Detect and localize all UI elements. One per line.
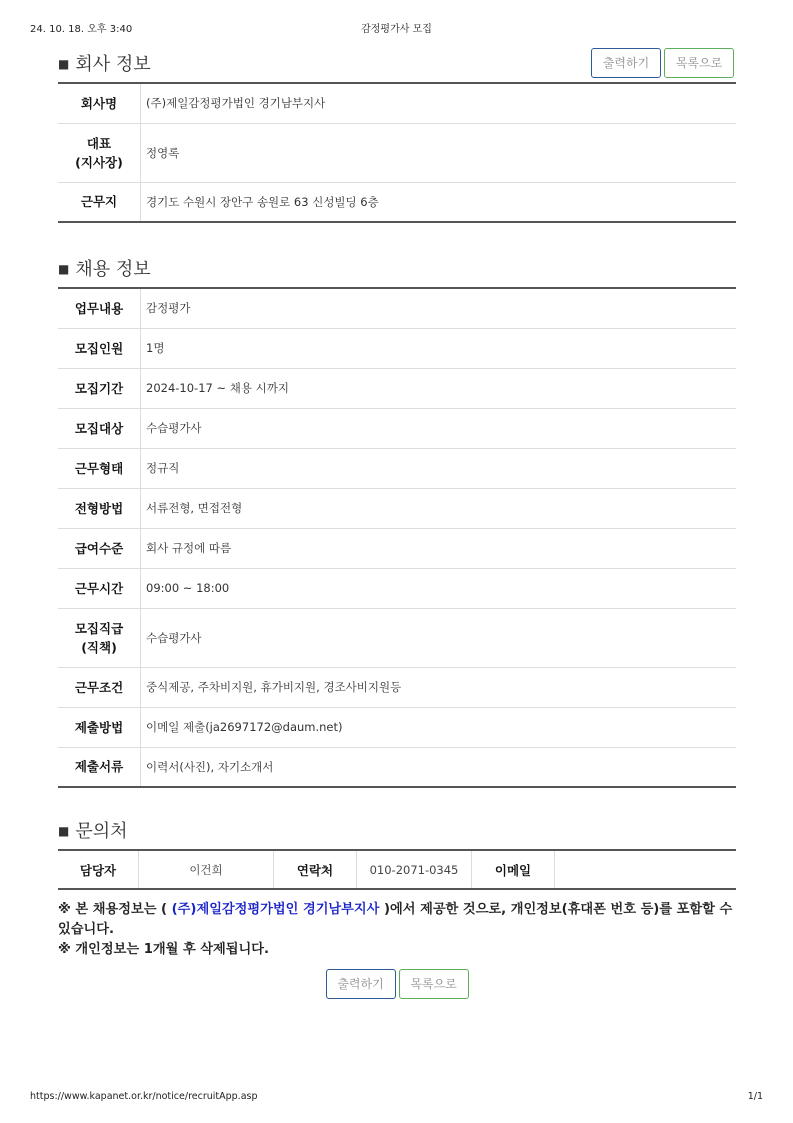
email-label: 이메일 — [472, 850, 555, 889]
row-value: 이메일 제출(ja2697172@daum.net) — [141, 707, 737, 747]
company-section-title: ■ 회사 정보 — [58, 54, 151, 75]
row-label: 근무형태 — [58, 448, 141, 488]
contact-table — [58, 849, 736, 890]
print-header — [30, 20, 763, 36]
row-value: 수습평가사 — [141, 608, 737, 667]
row-label: 모집기간 — [58, 368, 141, 408]
bottom-button-group — [58, 969, 736, 999]
row-value: 1명 — [141, 328, 737, 368]
row-label: 회사명 — [58, 83, 141, 123]
notice-company-name: (주)제일감정평가법인 경기남부지사 — [171, 902, 380, 917]
row-value: 회사 규정에 따름 — [141, 528, 737, 568]
table-row — [58, 488, 736, 528]
row-value: 정규직 — [141, 448, 737, 488]
square-bullet-icon: ■ — [58, 57, 70, 71]
print-footer — [30, 1091, 763, 1105]
manager-label: 담당자 — [58, 850, 139, 889]
row-value: 정영록 — [141, 123, 737, 182]
page-number: 1/1 — [747, 1091, 763, 1102]
privacy-notice — [58, 900, 736, 960]
notice-line-1: ※ 본 채용정보는 ( (주)제일감정평가법인 경기남부지사 )에서 제공한 것으로, 개인정보(휴대폰 번호 등)를 포함할 수 있습니다. — [58, 902, 733, 937]
table-row — [58, 667, 736, 707]
table-row — [58, 448, 736, 488]
notice-line-2: ※ 개인정보는 1개월 후 삭제됩니다. — [58, 942, 269, 957]
square-bullet-icon: ■ — [58, 824, 70, 838]
row-label: 제출방법 — [58, 707, 141, 747]
print-doc-title: 감정평가사 모집 — [361, 24, 432, 35]
row-label: 모집대상 — [58, 408, 141, 448]
email-value — [555, 850, 737, 889]
top-button-group — [591, 48, 734, 78]
manager-value: 이건희 — [139, 850, 274, 889]
table-row — [58, 182, 736, 222]
row-label: 전형방법 — [58, 488, 141, 528]
company-info-table — [58, 82, 736, 223]
table-row — [58, 408, 736, 448]
print-button[interactable]: 출력하기 — [591, 48, 661, 78]
recruit-section-header — [58, 251, 736, 287]
print-date: 24. 10. 18. 오후 3:40 — [30, 24, 133, 35]
company-section-header — [58, 46, 736, 82]
table-row — [58, 707, 736, 747]
table-row — [58, 850, 736, 889]
table-row — [58, 608, 736, 667]
phone-label: 연락처 — [274, 850, 357, 889]
row-value: 수습평가사 — [141, 408, 737, 448]
print-button[interactable]: 출력하기 — [326, 969, 396, 999]
recruit-info-table — [58, 287, 736, 788]
row-label: 근무조건 — [58, 667, 141, 707]
page-url: https://www.kapanet.or.kr/notice/recruitApp.asp — [30, 1091, 258, 1102]
row-value: 09:00 ~ 18:00 — [141, 568, 737, 608]
table-row — [58, 328, 736, 368]
row-value: 중식제공, 주차비지원, 휴가비지원, 경조사비지원등 — [141, 667, 737, 707]
phone-value: 010-2071-0345 — [357, 850, 472, 889]
recruit-section-title: ■ 채용 정보 — [58, 259, 151, 280]
row-label: 대표 (지사장) — [58, 123, 141, 182]
table-row — [58, 368, 736, 408]
contact-section-title: ■ 문의처 — [58, 821, 128, 842]
row-value: (주)제일감정평가법인 경기남부지사 — [141, 83, 737, 123]
table-row — [58, 83, 736, 123]
row-label: 제출서류 — [58, 747, 141, 787]
row-value: 이력서(사진), 자기소개서 — [146, 759, 274, 774]
back-to-list-button[interactable]: 목록으로 — [664, 48, 734, 78]
row-value: 2024-10-17 ~ 채용 시까지 — [141, 368, 737, 408]
row-label: 근무시간 — [58, 568, 141, 608]
recruit-detail — [58, 46, 736, 999]
row-label: 업무내용 — [58, 288, 141, 328]
table-row — [58, 528, 736, 568]
row-value: 감정평가 — [141, 288, 737, 328]
table-row — [58, 568, 736, 608]
row-label: 모집직급 (직책) — [58, 608, 141, 667]
table-row — [58, 288, 736, 328]
row-label: 모집인원 — [58, 328, 141, 368]
row-value: 경기도 수원시 장안구 송원로 63 신성빌딩 6층 — [146, 194, 379, 209]
row-label: 근무지 — [58, 182, 141, 222]
table-row — [58, 747, 736, 787]
table-row — [58, 123, 736, 182]
row-value: 서류전형, 면접전형 — [141, 488, 737, 528]
square-bullet-icon: ■ — [58, 262, 70, 276]
row-label: 급여수준 — [58, 528, 141, 568]
contact-section-header — [58, 813, 736, 849]
back-to-list-button[interactable]: 목록으로 — [399, 969, 469, 999]
